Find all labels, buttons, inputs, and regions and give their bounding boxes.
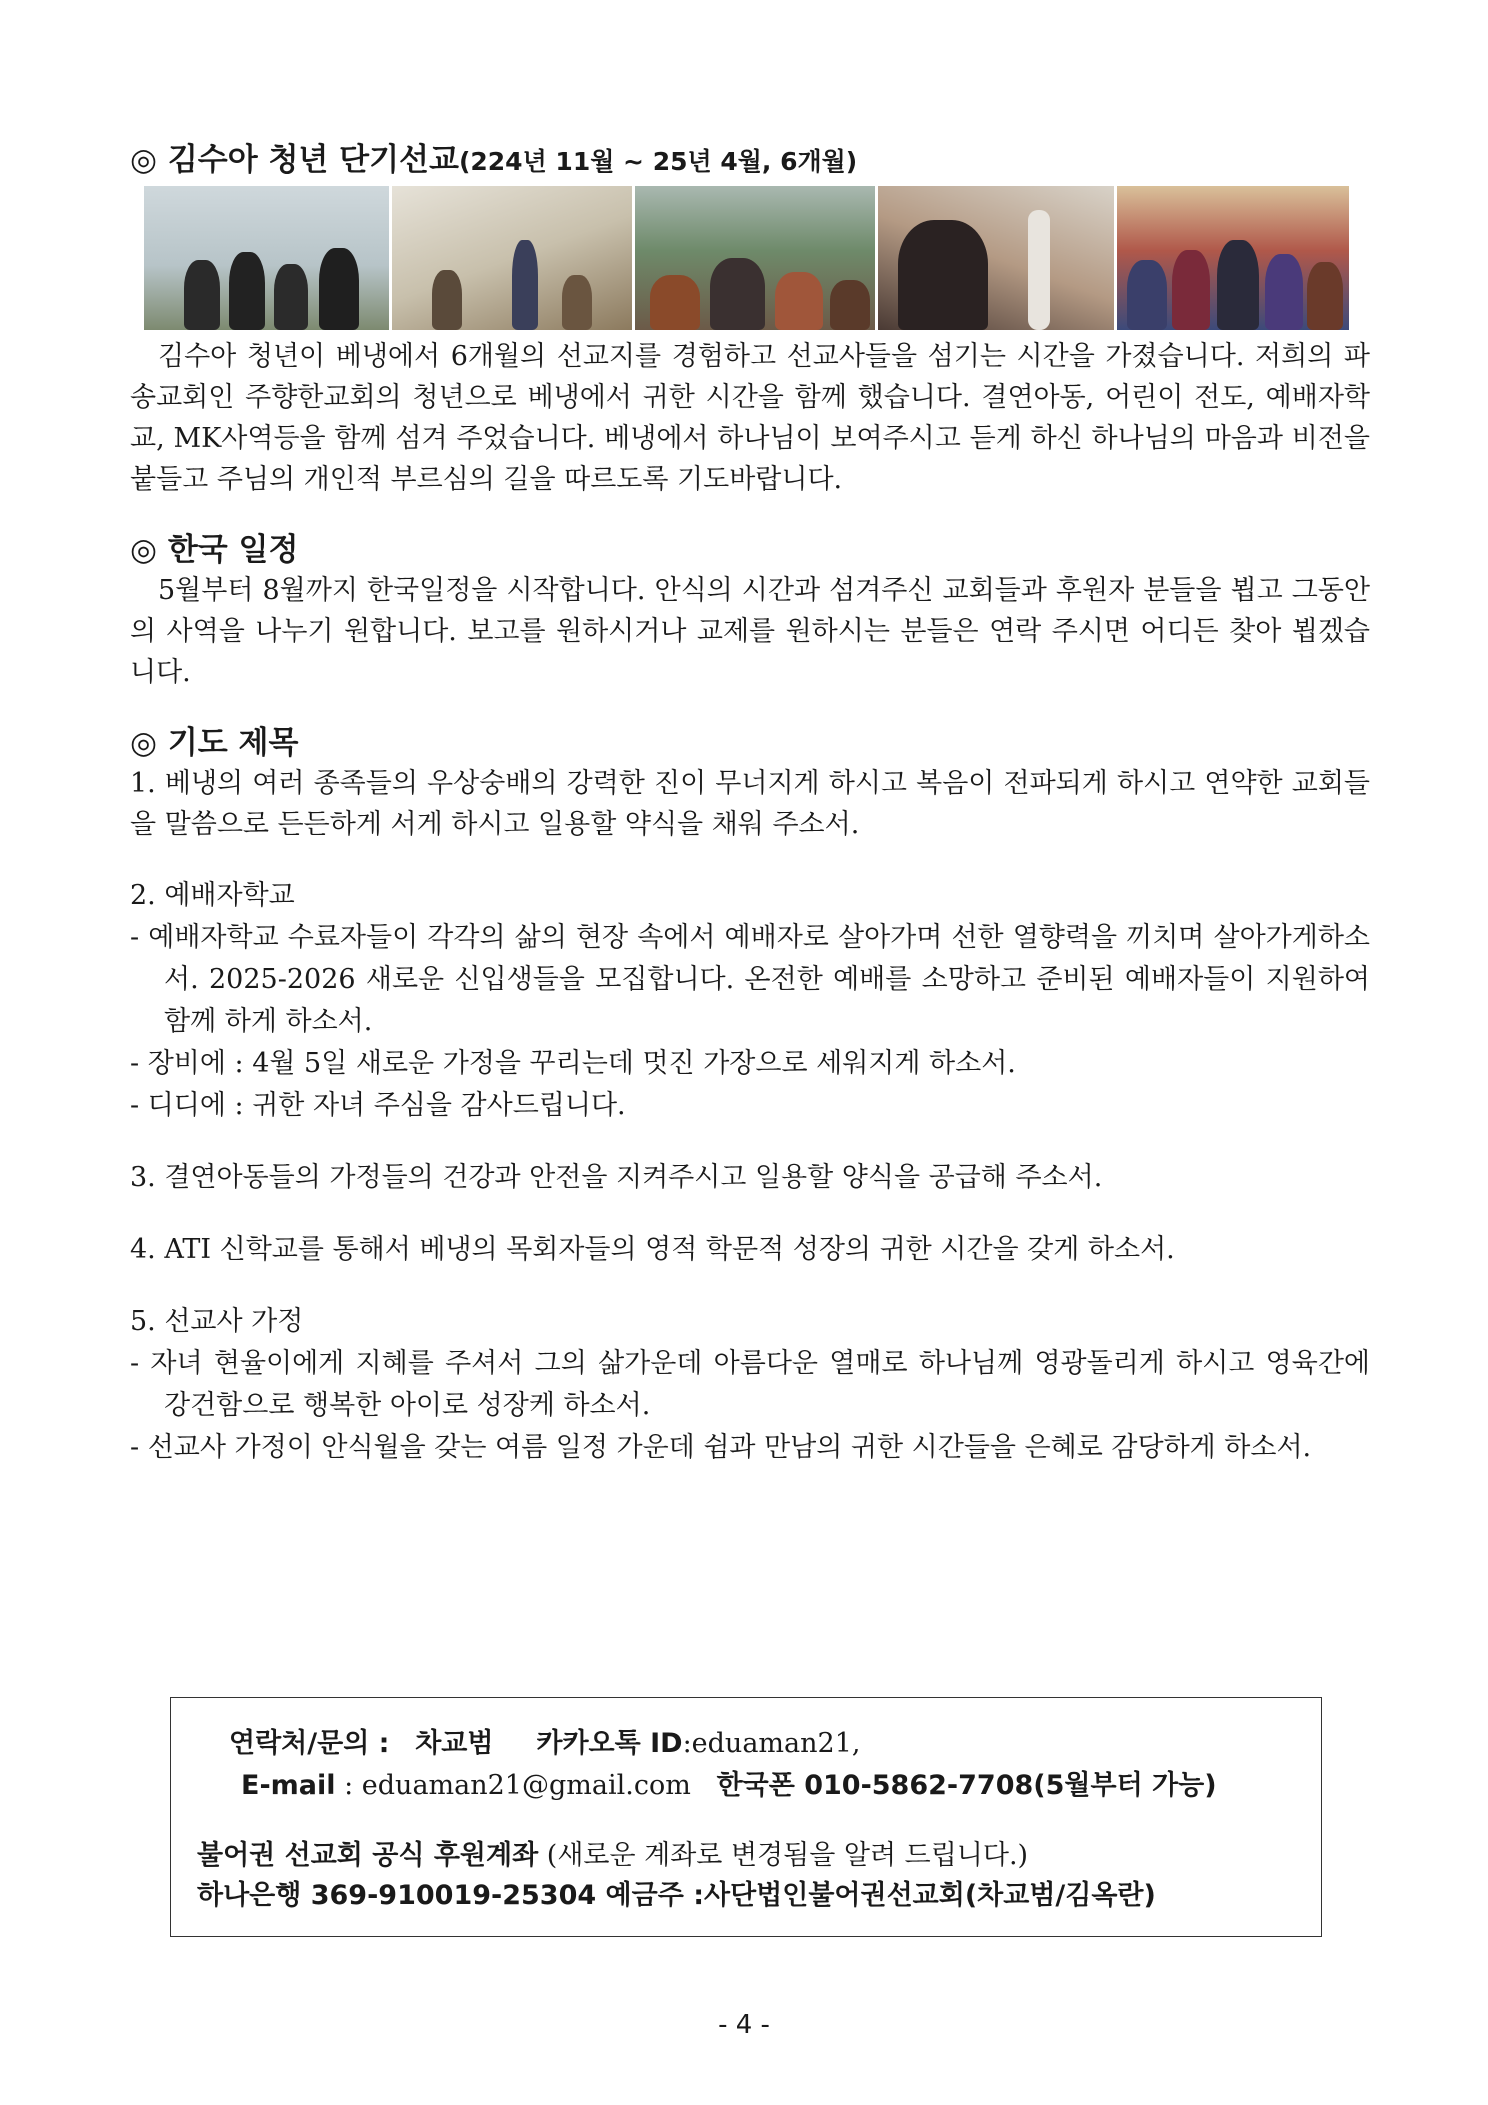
photo-church-group — [1117, 186, 1349, 330]
section-heading-korea-schedule: ◎ 한국 일정 — [130, 532, 299, 568]
prayer-item-2-title: 2. 예배자학교 — [130, 880, 295, 911]
kakao-id[interactable]: :eduaman21, — [682, 1728, 861, 1759]
schedule-paragraph: 5월부터 8월까지 한국일정을 시작합니다. 안식의 시간과 섬겨주신 교회들과 후원자 분들을 뵙고 그동안의 사역을 나누기 원합니다. 보고를 원하시거나 교제를 원하시는 분들은 연락 주시면 어디든 찾아 뵙겠습니다. — [130, 575, 1370, 688]
contact-label: 연락처/문의 : — [229, 1728, 390, 1759]
heading-note: (224년 11월 ~ 25년 4월, 6개월) — [458, 147, 858, 176]
account-title-line — [197, 1838, 1028, 1874]
email-link[interactable]: : eduaman21@gmail.com — [344, 1770, 691, 1801]
kakao-label: 카카오톡 ID — [536, 1728, 683, 1759]
prayer-item-5-title: 5. 선교사 가정 — [130, 1306, 304, 1337]
contact-name: 차교범 — [415, 1728, 494, 1759]
photo-strip — [144, 186, 1370, 330]
photo-classroom — [392, 186, 632, 330]
prayer-item-4: 4. ATI 신학교를 통해서 베냉의 목회자들의 영적 학문적 성장의 귀한 시간을 갖게 하소서. — [130, 1234, 1175, 1265]
section-heading-short-term-mission — [130, 140, 1370, 182]
account-title: 불어권 선교회 공식 후원계좌 — [197, 1840, 539, 1871]
prayer-item-1: 1. 베냉의 여러 종족들의 우상숭배의 강력한 진이 무너지게 하시고 복음이 전파되게 하시고 연약한 교회들을 말씀으로 든든하게 서게 하시고 일용할 약식을 채워 주소서. — [130, 768, 1370, 840]
prayer-item-5-line-1: - 자녀 현율이에게 지혜를 주셔서 그의 삶가운데 아름다운 열매로 하나님께 영광돌리게 하시고 영육간에 강건함으로 행복한 아이로 성장케 하소서. — [130, 1348, 1370, 1421]
page-content — [130, 140, 1370, 1469]
mission-paragraph: 김수아 청년이 베냉에서 6개월의 선교지를 경험하고 선교사들을 섬기는 시간을 가졌습니다. 저희의 파송교회인 주향한교회의 청년으로 베냉에서 귀한 시간을 함께 했습니다. 결연아동, 어린이 전도, 예배자학교, MK사역등을 함께 섬겨 주었습니다. 베냉에서 하나님이 보여주시고 듣게 하신 하나님의 마음과 비전을 붙들고 주님의 개인적 부르심의 길을 따르도록 기도바랍니다. — [130, 341, 1370, 495]
page-number: - 4 - — [718, 2010, 770, 2040]
photo-group-portrait — [144, 186, 389, 330]
contact-line-2 — [241, 1768, 1217, 1804]
prayer-item-3: 3. 결연아동들의 가정들의 건강과 안전을 지켜주시고 일용할 양식을 공급해 주소서. — [130, 1162, 1103, 1193]
photo-craft-activity — [878, 186, 1114, 330]
contact-line-1 — [229, 1726, 860, 1762]
email-label: E-mail — [241, 1770, 336, 1801]
prayer-item-2-line-1: - 예배자학교 수료자들이 각각의 삶의 현장 속에서 예배자로 살아가며 선한 열향력을 끼치며 살아가게하소서. 2025-2026 새로운 신입생들을 모집합니다. 온전한 예배를 소망하고 준비된 예배자들이 지원하여 함께 하게 하소서. — [130, 922, 1370, 1037]
section-heading-prayer: ◎ 기도 제목 — [130, 725, 299, 761]
heading-text: ◎ 김수아 청년 단기선교 — [130, 142, 459, 178]
account-line: 하나은행 369-910019-25304 예금주 :사단법인불어권선교회(차교범/김옥란) — [197, 1880, 1156, 1911]
phone-number: 한국폰 010-5862-7708(5월부터 가능) — [716, 1770, 1217, 1801]
photo-river-children — [635, 186, 875, 330]
prayer-item-2-line-2: - 장비에 : 4월 5일 새로운 가정을 꾸리는데 멋진 가장으로 세워지게 하소서. — [130, 1048, 1016, 1079]
account-note: (새로운 계좌로 변경됨을 알려 드립니다.) — [546, 1840, 1029, 1871]
prayer-item-2-line-3: - 디디에 : 귀한 자녀 주심을 감사드립니다. — [130, 1090, 626, 1121]
contact-box — [170, 1697, 1322, 1937]
prayer-item-5-line-2: - 선교사 가정이 안식월을 갖는 여름 일정 가운데 쉼과 만남의 귀한 시간들을 은혜로 감당하게 하소서. — [130, 1432, 1312, 1463]
